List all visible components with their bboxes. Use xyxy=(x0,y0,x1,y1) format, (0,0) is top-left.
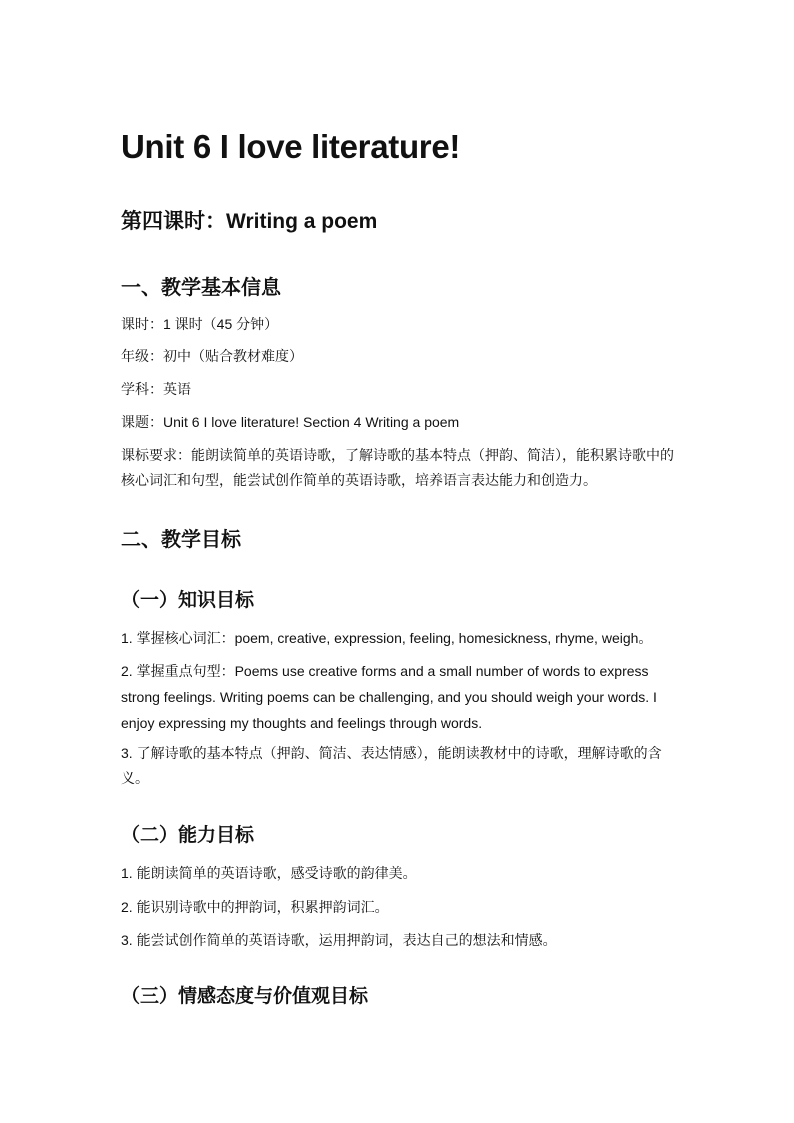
ability-item-3: 3. 能尝试创作简单的英语诗歌，运用押韵词，表达自己的想法和情感。 xyxy=(121,932,557,948)
ability-item-1: 1. 能朗读简单的英语诗歌，感受诗歌的韵律美。 xyxy=(121,865,417,881)
info-subject: 学科：英语 xyxy=(121,381,191,397)
info-curriculum-requirement: 课标要求：能朗读简单的英语诗歌，了解诗歌的基本特点（押韵、简洁），能积累诗歌中的核心词汇和句型，能尝试创作简单的英语诗歌，培养语言表达能力和创造力。 xyxy=(121,447,674,488)
lesson-subtitle: 第四课时：Writing a poem xyxy=(121,210,378,233)
subsection-heading-knowledge: （一）知识目标 xyxy=(121,590,255,611)
ability-item-2: 2. 能识别诗歌中的押韵词，积累押韵词汇。 xyxy=(121,899,389,915)
knowledge-item-3: 3. 了解诗歌的基本特点（押韵、简洁、表达情感），能朗读教材中的诗歌，理解诗歌的含义。 xyxy=(121,745,662,786)
info-topic: 课题：Unit 6 I love literature! Section 4 Writing a poem xyxy=(121,414,460,430)
knowledge-item-2: 2. 掌握重点句型：Poems use creative forms and a small number of words to express strong feelings. Writing poems can be challenging, and you should weigh your words. I enjoy expressing my thoughts and feelings through words. xyxy=(121,663,657,731)
section-heading-objectives: 二、教学目标 xyxy=(121,529,241,551)
section-heading-basic-info: 一、教学基本信息 xyxy=(121,277,281,299)
document-title: Unit 6 I love literature! xyxy=(121,128,461,165)
info-class-hours: 课时：1 课时（45 分钟） xyxy=(121,316,279,332)
knowledge-item-1: 1. 掌握核心词汇：poem, creative, expression, feeling, homesickness, rhyme, weigh。 xyxy=(121,630,653,646)
info-grade: 年级：初中（贴合教材难度） xyxy=(121,348,303,364)
subsection-heading-attitude: （三）情感态度与价值观目标 xyxy=(121,986,369,1007)
subsection-heading-ability: （二）能力目标 xyxy=(121,825,255,846)
